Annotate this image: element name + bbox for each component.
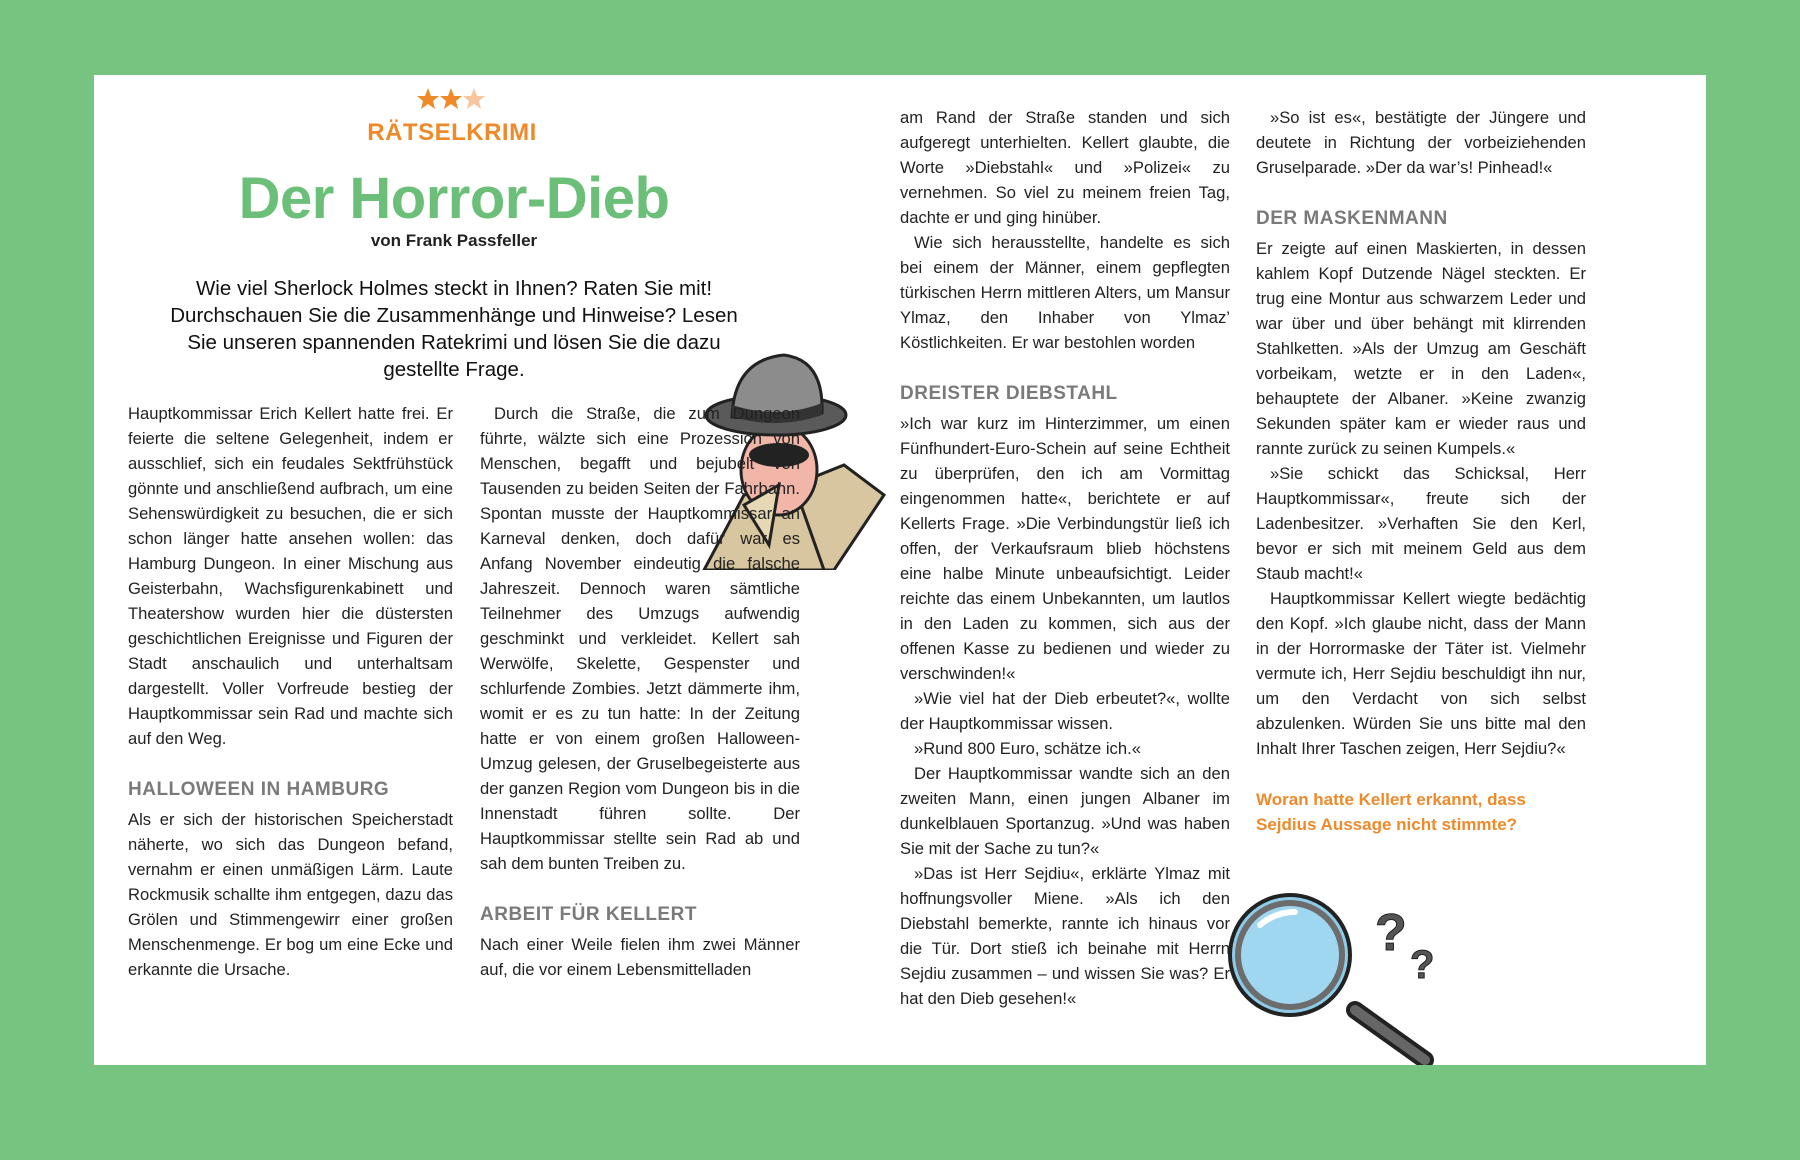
paragraph: »Ich war kurz im Hinterzimmer, um einen Fünfhundert-Euro-Schein auf seine Echtheit zu überprüfen, den ich am Vormittag eingenommen hatte«, berichtete er auf Kellerts Frage. »Die Verbindungstür ließ ich offen, der Verkaufsraum blieb höchstens eine halbe Minute unbeaufsichtigt. Leider reichte das einem Unbekannten, um lautlos in den Laden zu kommen, sich aus der offenen Kasse zu bedienen und wieder zu verschwinden!« [900,414,1230,683]
section-heading: ARBEIT FÜR KELLERT [480,904,697,925]
paragraph: »So ist es«, bestätigte der Jüngere und deutete in Richtung der vorbeiziehenden Gruselparade. »Der da war’s! Pinhead!« [1256,108,1586,177]
paragraph: Durch die Straße, die zum Dungeon führte, wälzte sich eine Prozession von Menschen, begafft und bejubelt von Tausenden zu beiden Seiten der Fahrbahn. Spontan musste der Hauptkommissar an Karneval denken, doch dafür war es Anfang November eindeutig die falsche Jahreszeit. Dennoch waren sämtliche Teilnehmer des Umzugs aufwendig geschminkt und verkleidet. Kellert sah Werwölfe, Skelette, Gespenster und schlurfende Zombies. Jetzt dämmerte ihm, womit er es zu tun hatte: In der Zeitung hatte er von einem großen Halloween-Umzug gelesen, der Gruselbegeisterte aus der ganzen Region vom Dungeon bis in die Innenstadt führen sollte. Der Hauptkommissar stellte sein Rad ab und sah dem bunten Treiben zu. [480,404,800,873]
svg-text:?: ? [1375,904,1407,962]
right-page [900,75,1706,1065]
intro-text: Wie viel Sherlock Holmes steckt in Ihnen? Raten Sie mit! Durchschauen Sie die Zusammenhänge und Hinweise? Lesen Sie unseren spannenden Ratekrimi und lösen Sie die dazu gestellte Frage. [170,277,738,381]
paragraph: Nach einer Weile fielen ihm zwei Männer auf, die vor einem Lebensmittelladen [480,935,800,979]
puzzle-question: Woran hatte Kellert erkannt, dass Sejdius Aussage nicht stimmte? [1256,790,1526,834]
paragraph: Er zeigte auf einen Maskierten, in dessen kahlem Kopf Dutzende Nägel steckten. Er trug eine Montur aus schwarzem Leder und war über und über behängt mit klirrenden Stahlketten. »Als der Umzug am Geschäft vorbeikam, wetzte er in den Laden«, behauptete der Albaner. »Keine zwanzig Sekunden später kam er wieder raus und rannte zurück zu seinen Kumpels.« [1256,239,1586,458]
paragraph: Als er sich der historischen Speicherstadt näherte, wo sich das Dungeon befand, vernahm er einen unmäßigen Lärm. Laute Rockmusik schallte ihm entgegen, dazu das Grölen und Stimmengewirr einer großen Menschenmenge. Er bog um eine Ecke und erkannte die Ursache. [128,810,453,979]
article-title: Der Horror-Dieb [238,166,670,231]
left-page [94,75,900,1065]
paragraph: Wie sich herausstellte, handelte es sich bei einem der Männer, einem gepflegten türkischen Herrn mittleren Alters, um Mansur Ylmaz, den Inhaber von Ylmaz’ Köstlichkeiten. Er war bestohlen worden [900,233,1230,352]
stars-icon [416,87,486,111]
paragraph: »Wie viel hat der Dieb erbeutet?«, wollte der Hauptkommissar wissen. [900,689,1230,733]
paragraph: »Das ist Herr Sejdiu«, erklärte Ylmaz mit hoffnungsvoller Miene. »Als ich den Diebstahl bemerkte, rannte ich hinaus vor die Tür. Dort stieß ich beinahe mit Herrn Sejdiu zusammen – und wissen Sie was? Er hat den Dieb gesehen!« [900,864,1230,1008]
column-3 [900,105,1230,1011]
section-heading: DREISTER DIEBSTAHL [900,383,1118,404]
column-4 [1256,105,1586,837]
byline: von Frank Passfeller [370,231,538,250]
column-2 [480,401,800,982]
paragraph: am Rand der Straße standen und sich aufgeregt unterhielten. Kellert glaubte, die Worte »Diebstahl« und »Polizei« zu vernehmen. So viel zu meinem freien Tag, dachte er und ging hinüber. [900,108,1230,227]
section-heading: DER MASKENMANN [1256,208,1448,229]
paragraph: Hauptkommissar Erich Kellert hatte frei. Er feierte die seltene Gelegenheit, indem er ausschlief, sich ein feudales Sektfrühstück gönnte und anschließend aufbrach, um eine Sehenswürdigkeit zu besuchen, die er sich schon länger hatte ansehen wollen: das Hamburg Dungeon. In einer Mischung aus Geisterbahn, Wachsfigurenkabinett und Theatershow wurden hier die düstersten geschichtlichen Ereignisse und Figuren der Stadt anschaulich und unterhaltsam dargestellt. Voller Vorfreude bestieg der Hauptkommissar sein Rad und machte sich auf den Weg. [128,404,453,748]
paragraph: Der Hauptkommissar wandte sich an den zweiten Mann, einen jungen Albaner im dunkelblauen Sportanzug. »Und was haben Sie mit der Sache zu tun?« [900,764,1230,858]
kicker-label: RÄTSELKRIMI [367,119,537,146]
svg-text:?: ? [1410,943,1435,987]
column-1 [128,401,453,982]
magazine-spread [94,75,1706,1065]
paragraph: »Rund 800 Euro, schätze ich.« [914,739,1141,758]
magnifier-question-icon [1190,890,1450,1065]
paragraph: »Sie schickt das Schicksal, Herr Hauptkommissar«, freute sich der Ladenbesitzer. »Verhaften Sie den Kerl, bevor er sich mit meinem Geld aus dem Staub macht!« [1256,464,1586,583]
section-heading: HALLOWEEN IN HAMBURG [128,779,390,800]
paragraph: Hauptkommissar Kellert wiegte bedächtig den Kopf. »Ich glaube nicht, dass der Mann in der Horrormaske der Täter ist. Vielmehr vermute ich, Herr Sejdiu beschuldigt ihn nur, um den Verdacht von sich selbst abzulenken. Würden Sie uns bitte mal den Inhalt Ihrer Taschen zeigen, Herr Sejdiu?« [1256,589,1586,758]
